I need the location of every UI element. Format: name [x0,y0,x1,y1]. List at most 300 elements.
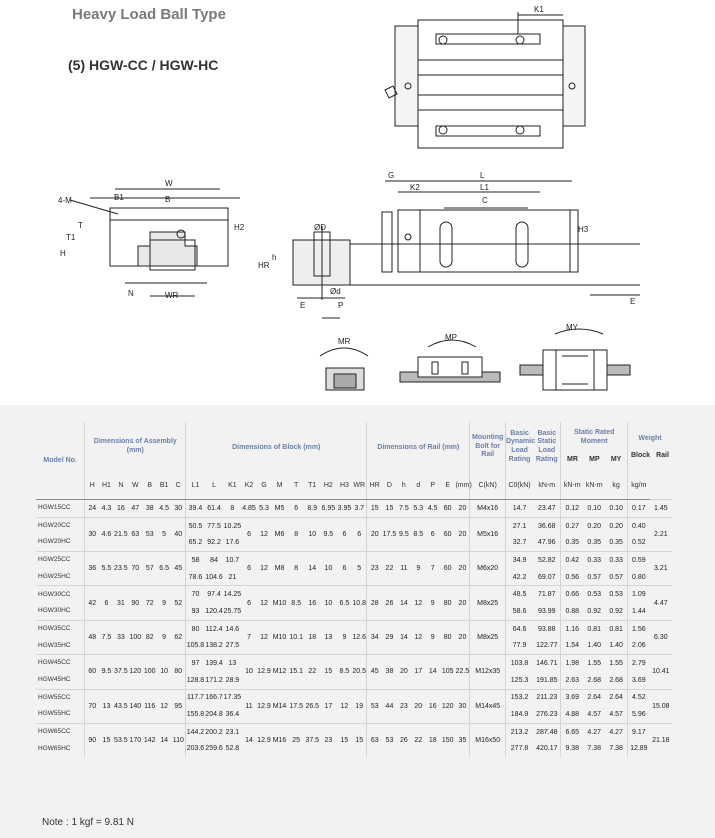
data-cell: 14.7 [505,500,533,518]
data-cell: 36.68 [533,517,561,534]
group-bolt: Mounting Bolt for Rail [470,422,506,472]
data-cell: M5x16 [470,517,506,551]
unit-header: d [411,472,425,500]
label-g: G [388,171,395,180]
data-cell: 8 [288,552,305,586]
data-cell: 2.68 [587,676,601,684]
data-cell: 0.81 [583,620,605,637]
data-cell: 7.38 [609,745,623,753]
data-cell: 191.85 [536,676,558,684]
data-cell: M6x20 [470,552,506,586]
data-cell: 31 [114,586,128,620]
data-cell: 10 [320,552,337,586]
label-od: ØD [314,223,326,232]
data-cell: 16 [114,500,128,518]
data-cell: 120 [440,689,456,723]
data-cell: 171.2 [205,676,223,684]
data-cell: 5.3 [257,500,271,518]
data-cell: 12 [257,517,271,551]
data-cell: 19 [352,689,367,723]
label-mp: MP [445,333,457,342]
data-cell: 30 [85,517,99,551]
data-cell: 92.2 [207,539,221,547]
table-row [36,500,672,518]
data-cell: 15 [352,723,367,757]
footnote: Note : 1 kgf = 9.81 N [42,817,134,828]
data-cell: 3.21 [650,552,672,586]
data-cell: 0.10 [605,500,627,518]
data-cell: 70 [85,689,99,723]
data-cell: 25.75 [223,607,242,615]
data-cell: 9.5 [99,655,113,689]
data-cell: 13 [99,689,113,723]
model-cell: HGW55HC [38,710,71,718]
label-hr: HR [258,261,270,270]
data-cell: 20 [455,500,469,518]
data-cell: 1.55 [605,655,627,672]
data-cell: 120.4 [205,607,223,615]
unit-header: M [271,472,288,500]
data-cell: 9 [426,620,440,654]
top-view-block [385,12,585,148]
label-p: P [338,301,344,310]
data-cell: 50.5 [186,517,205,534]
data-cell: 203.6 [186,741,205,758]
label-4m: 4-M [58,196,72,205]
label-k2: K2 [410,183,420,192]
data-cell: 13 [320,620,337,654]
data-cell: 2.63 [561,672,583,689]
data-cell: 112.4 [205,620,224,637]
data-cell: 11 [397,552,411,586]
data-cell: 90 [85,723,99,757]
data-cell: 150 [440,723,456,757]
data-cell: 0.56 [561,569,583,586]
data-cell: 84 [205,552,224,569]
data-cell: 12 [257,586,271,620]
data-cell: 184.9 [505,706,533,723]
unit-header: kg/m [627,472,649,500]
sub-rail: Rail [656,452,669,459]
data-cell: 57 [143,552,157,586]
data-cell: 78.6 [186,569,205,586]
unit-header: h [397,472,411,500]
data-cell: 15 [320,655,337,689]
data-cell: 36.4 [225,711,240,719]
group-block: Dimensions of Block (mm) [186,422,367,472]
data-cell: 34.9 [505,552,533,569]
data-cell: 0.92 [609,607,623,615]
unit-header: K1 [224,472,242,500]
data-cell: 146.71 [533,655,561,672]
data-cell: 4.6 [99,517,113,551]
data-cell: 42.2 [505,569,533,586]
table-row [36,689,672,706]
table-body [36,500,672,758]
model-cell: HGW35CC [36,620,85,637]
data-cell: 11 [241,689,257,723]
data-cell: 60 [85,655,99,689]
data-cell: 211.23 [533,689,561,706]
data-cell: 14.25 [224,586,242,603]
sub-mr: MR [567,456,578,464]
technical-drawing [0,0,715,405]
data-cell: 4.5 [426,500,440,518]
data-cell: 37.5 [304,723,320,757]
data-cell: 420.17 [536,745,558,753]
weight-title: Weight [638,435,662,442]
label-l1: L1 [480,183,489,192]
data-cell: M14x45 [470,689,506,723]
side-block-view [350,181,640,295]
data-cell: 120 [128,655,142,689]
front-view [70,189,240,296]
data-cell: 1.54 [561,638,583,655]
data-cell: 10 [304,517,320,551]
data-cell: 21.18 [650,723,672,757]
moment-title: Static Rated Moment [573,428,615,445]
data-cell: 21.5 [114,517,128,551]
data-cell: 52.8 [225,745,240,753]
data-cell: 15 [382,500,396,518]
data-cell: 47 [128,500,142,518]
data-cell: 6 [99,586,113,620]
data-cell: 80 [440,620,456,654]
unit-header: N [114,472,128,500]
data-cell: 125.3 [505,672,533,689]
data-cell: 6 [426,517,440,551]
data-cell: 1.56 [627,620,649,637]
data-cell: 71.87 [533,586,561,603]
data-cell: 7.5 [397,500,411,518]
data-cell: 60 [440,500,456,518]
data-cell: 6 [337,552,353,586]
data-cell: 6 [241,552,257,586]
data-cell: 0.80 [627,569,649,586]
sub-mp: MP [589,456,600,464]
data-cell: 10.25 [224,517,242,534]
data-cell: 4.27 [583,723,605,740]
data-cell: 32.7 [505,534,533,551]
data-cell: 0.33 [583,552,605,569]
data-cell: 90 [128,586,142,620]
data-cell: 7.38 [587,745,601,753]
data-cell: 77.5 [205,517,224,534]
data-cell: 30 [455,689,469,723]
data-cell: 6 [288,500,305,518]
data-cell: 122.77 [536,642,558,650]
data-cell: 27.1 [505,517,533,534]
data-cell: M8x25 [470,620,506,654]
unit-header: kg [605,472,627,500]
data-cell: 9.5 [397,517,411,551]
model-cell: HGW35HC [38,641,71,649]
data-cell: 12 [257,552,271,586]
unit-header: H3 [337,472,353,500]
data-cell: 110 [171,723,185,757]
data-cell: 1.40 [587,642,601,650]
data-cell: 4.85 [241,500,257,518]
data-cell: 6.30 [650,620,672,654]
data-cell: 65.2 [186,534,205,551]
data-cell: 0.53 [583,586,605,603]
data-cell: 6.5 [337,586,353,620]
data-cell: 10.7 [224,552,242,569]
data-cell: 16 [426,689,440,723]
data-cell: 17.35 [224,689,242,706]
data-cell: 4.5 [157,500,171,518]
data-cell: 17.5 [382,517,396,551]
data-cell: 20 [455,552,469,586]
data-cell: 8 [224,500,242,518]
data-cell: M8 [271,552,288,586]
data-cell: 25 [288,723,305,757]
data-cell: 2.64 [605,689,627,706]
data-cell: 4.88 [561,706,583,723]
data-cell: 70 [128,552,142,586]
data-cell: 17 [411,655,425,689]
moment-mr-figure [320,348,368,390]
data-cell: 23 [397,689,411,723]
data-cell: 6.95 [320,500,337,518]
unit-header: kN-m [561,472,583,500]
data-cell: 5 [157,517,171,551]
data-cell: 0.35 [609,539,623,547]
data-cell: M16x50 [470,723,506,757]
unit-header: WR [352,472,367,500]
data-cell: 35 [455,723,469,757]
unit-header: B1 [157,472,171,500]
data-cell: 82 [143,620,157,654]
data-cell: 100 [143,655,157,689]
data-cell: 17 [320,689,337,723]
data-cell: 9 [426,586,440,620]
data-cell: 28 [367,586,383,620]
data-cell: 138.2 [205,642,223,650]
label-h2: H2 [234,223,245,232]
data-cell: 0.17 [627,500,649,518]
data-cell: 80 [186,620,205,637]
data-cell: M10 [271,620,288,654]
data-cell: 28.9 [225,676,240,684]
data-cell: 12.6 [352,620,367,654]
data-cell: 38 [382,655,396,689]
data-cell: 22 [411,723,425,757]
data-cell: 6.5 [157,552,171,586]
table-row [36,517,672,534]
data-cell: 1.55 [583,655,605,672]
data-cell: 15.1 [288,655,305,689]
data-cell: 48.5 [505,586,533,603]
data-cell: 12 [257,620,271,654]
data-cell: 61.4 [205,500,224,518]
unit-header: C [171,472,185,500]
data-cell: 52.82 [533,552,561,569]
data-cell: 18 [304,620,320,654]
data-cell: 27.5 [225,642,240,650]
data-cell: M8x25 [470,586,506,620]
data-cell: 277.8 [505,741,533,758]
label-n: N [128,289,134,298]
data-cell: 3.7 [352,500,367,518]
unit-header: P [426,472,440,500]
model-cell: HGW30CC [36,586,85,603]
data-cell: 23.5 [114,552,128,586]
label-od-small: Ød [330,287,341,296]
data-cell: 12 [411,620,425,654]
data-cell: 93 [186,603,205,620]
data-cell: 117.7 [186,689,205,706]
data-cell: 47.96 [538,539,556,547]
data-cell: 37.5 [114,655,128,689]
data-cell: 0.57 [609,573,623,581]
moment-mp-figure [400,340,500,382]
label-my: MY [566,323,578,332]
moment-my-figure [520,329,630,390]
model-cell: HGW45CC [36,655,85,672]
data-cell: 1.45 [650,500,672,518]
data-cell: 97 [186,655,205,672]
table-row [36,655,672,672]
data-cell: M5 [271,500,288,518]
data-cell: 62 [171,620,185,654]
data-cell: 4.57 [609,711,623,719]
data-cell: 7 [426,552,440,586]
data-cell: 0.59 [627,552,649,569]
data-cell: 63 [128,517,142,551]
data-cell: 53.5 [114,723,128,757]
data-cell: 48 [85,620,99,654]
data-cell: 22 [382,552,396,586]
data-cell: 6 [241,517,257,551]
data-cell: 3.69 [627,672,649,689]
data-cell: 2.64 [583,689,605,706]
data-cell: 7.5 [99,620,113,654]
data-cell: 6 [352,517,367,551]
data-cell: 1.44 [627,603,649,620]
model-cell: HGW20CC [36,517,85,534]
data-cell: 1.09 [627,586,649,603]
data-cell: M6 [271,517,288,551]
page-title: Heavy Load Ball Type [72,6,226,23]
data-cell: 9 [157,586,171,620]
data-cell: 24 [85,500,99,518]
data-cell: 170 [128,723,142,757]
unit-header: G [257,472,271,500]
data-cell: 213.2 [505,723,533,740]
data-cell: M14 [271,689,288,723]
data-cell: 80 [440,586,456,620]
data-cell: 0.66 [561,586,583,603]
data-cell: 5.3 [411,500,425,518]
data-cell: 15.08 [650,689,672,723]
data-cell: 42 [85,586,99,620]
data-cell: 104.6 [205,573,223,581]
data-cell: M10 [271,586,288,620]
data-cell: 0.12 [561,500,583,518]
data-cell: 8.5 [411,517,425,551]
data-cell: 3.95 [337,500,353,518]
data-cell: 17.5 [288,689,305,723]
label-l: L [480,171,485,180]
data-cell: 45 [171,552,185,586]
group-static: Basic Static Load Rating [535,429,558,463]
data-cell: 34 [367,620,383,654]
label-wr: WR [165,291,179,300]
unit-header: kN-m [533,472,561,500]
data-cell: 9.5 [320,517,337,551]
data-cell: 38 [143,500,157,518]
data-cell: 144.2 [186,723,205,740]
data-cell: 7 [241,620,257,654]
col-model: Model No. [36,422,85,500]
data-cell: 2.06 [627,638,649,655]
data-cell: 58.6 [505,603,533,620]
page-subtitle: (5) HGW-CC / HGW-HC [68,57,219,73]
data-cell: 17.6 [225,539,240,547]
data-cell: 26.5 [304,689,320,723]
data-cell: 53 [367,689,383,723]
group-weight [627,422,672,472]
unit-header: K2 [241,472,257,500]
data-cell: 26 [382,586,396,620]
data-cell: 44 [382,689,396,723]
data-cell: 0.52 [627,534,649,551]
data-cell: 4.52 [627,689,649,706]
data-cell: 139.4 [205,655,224,672]
data-cell: 12.89 [627,741,649,758]
data-cell: 95 [171,689,185,723]
data-cell: 128.8 [186,672,205,689]
data-cell: 20 [455,586,469,620]
data-cell: 6 [241,586,257,620]
data-cell: 4.47 [650,586,672,620]
data-cell: 45 [367,655,383,689]
data-cell: 0.42 [561,552,583,569]
data-cell: 166.7 [205,689,224,706]
unit-header: W [128,472,142,500]
data-cell: 1.40 [609,642,623,650]
data-cell: 140 [128,689,142,723]
group-rail: Dimensions of Rail (mm) [367,422,470,472]
data-cell: 155.8 [186,706,205,723]
label-e: E [300,301,306,310]
unit-header: L [205,472,224,500]
data-cell: 14 [426,655,440,689]
data-cell: 14 [304,552,320,586]
data-cell: M4x16 [470,500,506,518]
data-cell: 0.92 [587,607,601,615]
data-cell: 10.1 [288,620,305,654]
data-cell: 20 [455,620,469,654]
sub-block: Block [631,452,651,459]
data-cell: M16 [271,723,288,757]
data-cell: 97.4 [205,586,224,603]
data-cell: 5 [352,552,367,586]
unit-header: B [143,472,157,500]
data-cell: 53 [143,517,157,551]
data-cell: 116 [143,689,157,723]
data-cell: 20.5 [352,655,367,689]
data-cell: 77.9 [505,638,533,655]
data-cell: 0.27 [561,517,583,534]
data-cell: 105 [440,655,456,689]
data-cell: 10 [157,655,171,689]
data-cell: 0.57 [587,573,601,581]
data-cell: 18 [426,723,440,757]
data-cell: 8.9 [304,500,320,518]
label-b1: B1 [114,193,124,202]
